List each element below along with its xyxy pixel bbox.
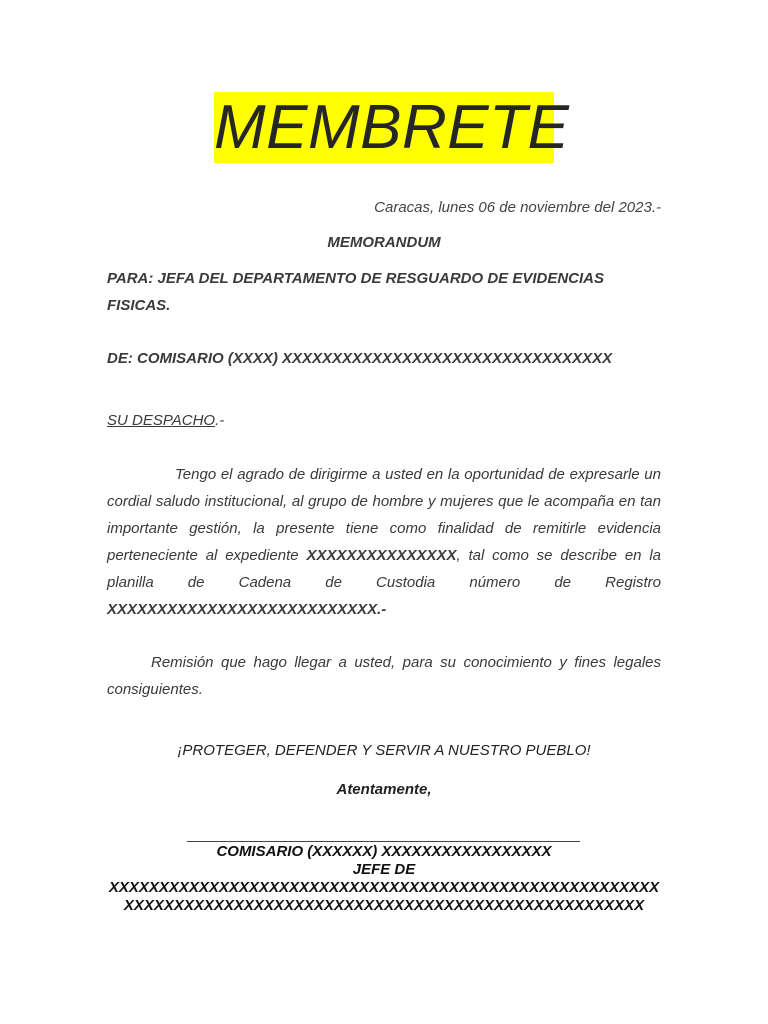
- recipient-block: [107, 265, 661, 319]
- sender-line: DE: COMISARIO (XXXX) XXXXXXXXXXXXXXXXXXXXXXXXXXXXXXXXX: [107, 350, 613, 367]
- body1-line-4: [107, 542, 661, 569]
- memo-title: MEMORANDUM: [327, 234, 441, 251]
- motto: ¡PROTEGER, DEFENDER Y SERVIR A NUESTRO PUEBLO!: [177, 742, 591, 759]
- signature-name: COMISARIO (XXXXXX) XXXXXXXXXXXXXXXXX: [216, 843, 552, 860]
- body2-line-2: consiguientes.: [107, 681, 203, 698]
- body1-line-5: planilla de Cadena de Custodia número de Registro: [107, 574, 661, 591]
- closing: Atentamente,: [336, 781, 432, 798]
- body1-line-3: importante gestión, la presente tiene como finalidad de remitirle evidencia: [107, 520, 661, 537]
- signature-department-2: XXXXXXXXXXXXXXXXXXXXXXXXXXXXXXXXXXXXXXXXXXXXXXXXXXXX: [123, 897, 645, 914]
- body1-line-1: Tengo el agrado de dirigirme a usted en la oportunidad de expresarle un: [175, 466, 661, 483]
- body1-line-4-start: perteneciente al expediente: [107, 547, 307, 564]
- body-paragraph-2: [107, 649, 661, 703]
- registro-number: XXXXXXXXXXXXXXXXXXXXXXXXXXX.-: [107, 601, 387, 618]
- body2-line-1: Remisión que hago llegar a usted, para su conocimiento y fines legales: [151, 654, 661, 671]
- memo-date: Caracas, lunes 06 de noviembre del 2023.-: [374, 199, 661, 216]
- recipient-line-2: FISICAS.: [107, 297, 171, 314]
- salutation-suffix: .-: [215, 412, 225, 429]
- body1-line-2: cordial saludo institucional, al grupo de hombre y mujeres que le acompaña en tan: [107, 493, 661, 510]
- expediente-number: XXXXXXXXXXXXXXX: [306, 547, 457, 564]
- salutation: [107, 412, 224, 429]
- signature-role: JEFE DE: [352, 861, 416, 878]
- signature-block: [0, 843, 768, 915]
- signature-department-1: XXXXXXXXXXXXXXXXXXXXXXXXXXXXXXXXXXXXXXXXXXXXXXXXXXXXXXX: [108, 879, 660, 896]
- body1-line-4-end: , tal como se describe en la: [456, 547, 662, 564]
- letterhead-placeholder: MEMBRETE: [214, 93, 570, 162]
- body-paragraph-1: [107, 461, 661, 623]
- salutation-text: SU DESPACHO: [107, 412, 216, 429]
- signature-line: [187, 841, 580, 842]
- recipient-line-1: PARA: JEFA DEL DEPARTAMENTO DE RESGUARDO DE EVIDENCIAS: [107, 270, 605, 287]
